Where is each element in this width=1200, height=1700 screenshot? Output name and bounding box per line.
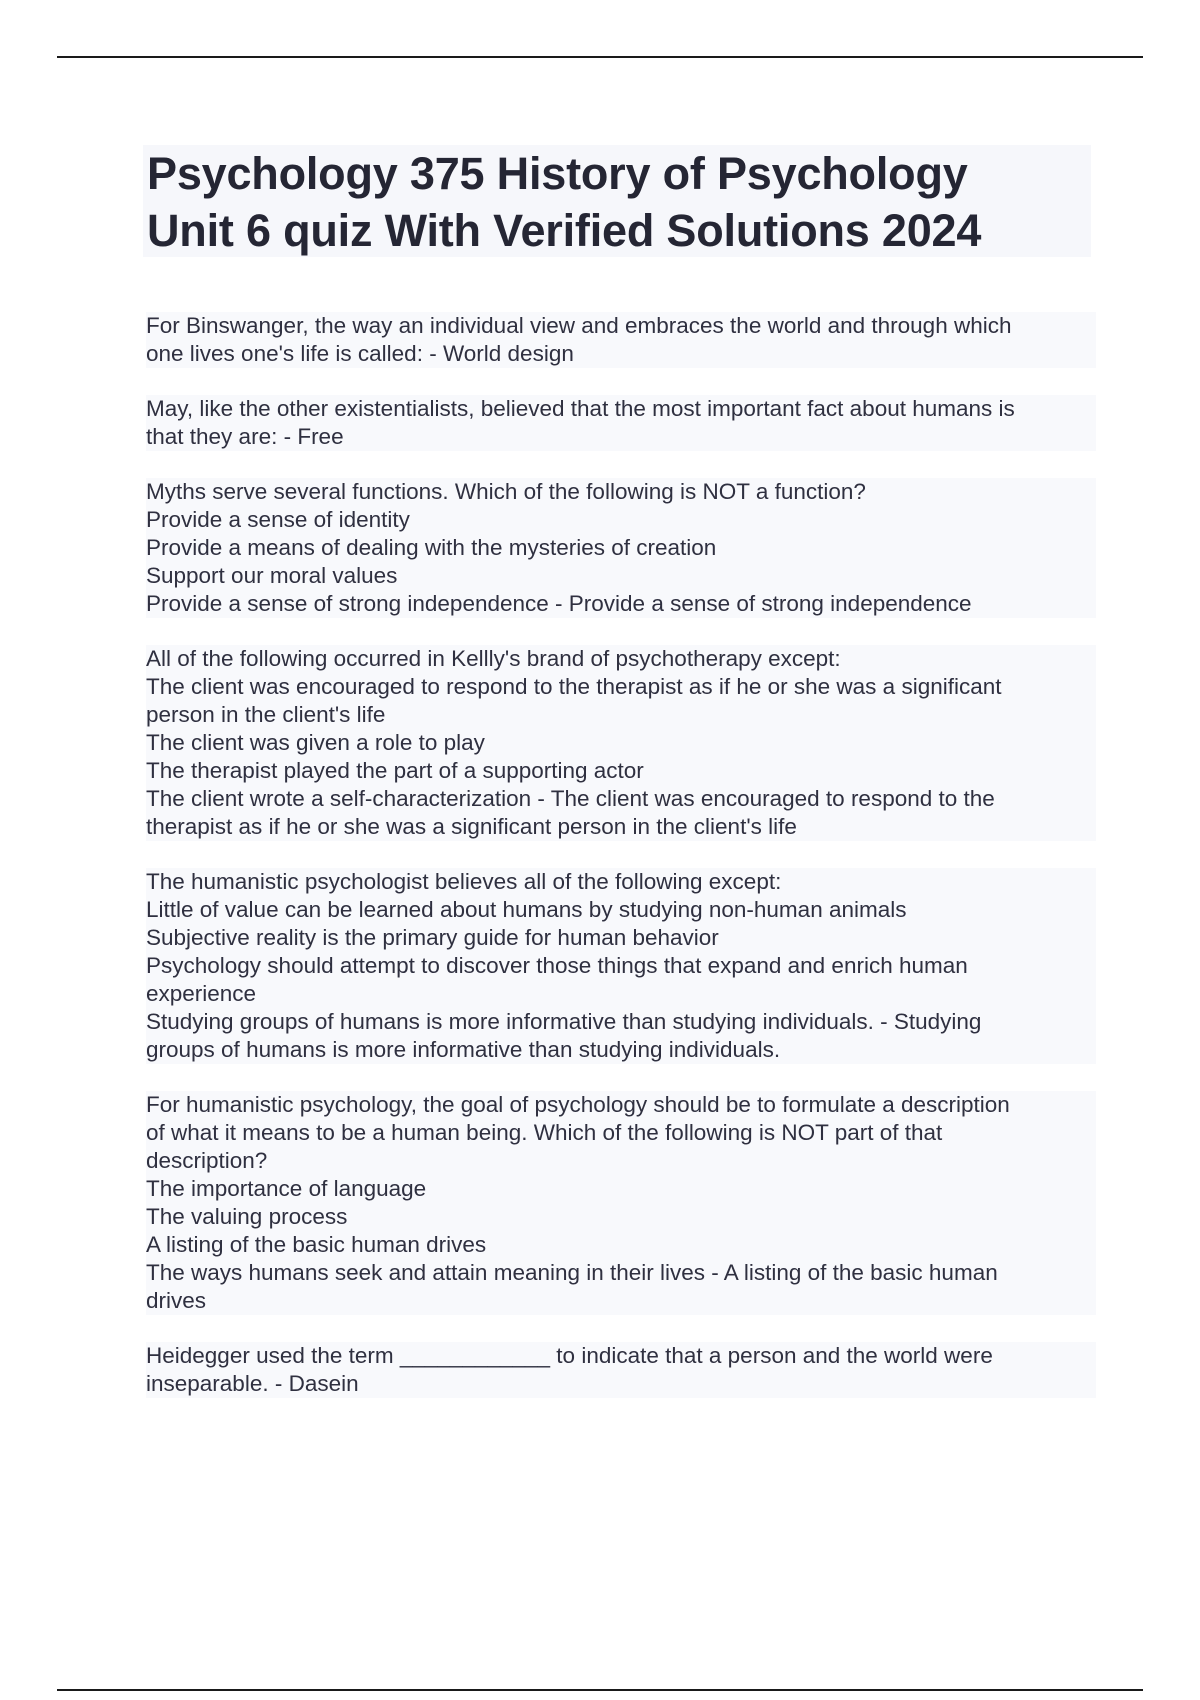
document-title xyxy=(143,145,1091,257)
question-item-6 xyxy=(146,1091,1096,1315)
question-line: May, like the other existentialists, believed that the most important fact about humans is xyxy=(146,395,1096,423)
question-line: The humanistic psychologist believes all of the following except: xyxy=(146,868,1096,896)
title-line-1: Psychology 375 History of Psychology xyxy=(147,148,968,199)
question-item-1 xyxy=(146,312,1096,368)
question-line: The importance of language xyxy=(146,1175,1096,1203)
question-line: drives xyxy=(146,1287,1096,1315)
question-line: inseparable. - Dasein xyxy=(146,1370,1096,1398)
question-item-7 xyxy=(146,1342,1096,1398)
question-line: For Binswanger, the way an individual view and embraces the world and through which xyxy=(146,312,1096,340)
question-line: Heidegger used the term ____________ to indicate that a person and the world were xyxy=(146,1342,1096,1370)
question-list xyxy=(146,312,1096,1425)
question-line: Little of value can be learned about humans by studying non-human animals xyxy=(146,896,1096,924)
question-item-4 xyxy=(146,645,1096,841)
question-line: The client was encouraged to respond to the therapist as if he or she was a significant xyxy=(146,673,1096,701)
top-rule xyxy=(57,56,1143,58)
question-line: Provide a sense of identity xyxy=(146,506,1096,534)
question-item-2 xyxy=(146,395,1096,451)
question-item-5 xyxy=(146,868,1096,1064)
question-line: one lives one's life is called: - World design xyxy=(146,340,1096,368)
question-line: Myths serve several functions. Which of the following is NOT a function? xyxy=(146,478,1096,506)
question-line: For humanistic psychology, the goal of psychology should be to formulate a description xyxy=(146,1091,1096,1119)
title-line-2: Unit 6 quiz With Verified Solutions 2024 xyxy=(147,205,982,256)
question-line: Provide a means of dealing with the mysteries of creation xyxy=(146,534,1096,562)
question-line: Support our moral values xyxy=(146,562,1096,590)
question-line: The client was given a role to play xyxy=(146,729,1096,757)
question-line: Studying groups of humans is more informative than studying individuals. - Studying xyxy=(146,1008,1096,1036)
question-line: description? xyxy=(146,1147,1096,1175)
question-line: Psychology should attempt to discover those things that expand and enrich human xyxy=(146,952,1096,980)
question-line: The therapist played the part of a supporting actor xyxy=(146,757,1096,785)
question-line: experience xyxy=(146,980,1096,1008)
question-line: A listing of the basic human drives xyxy=(146,1231,1096,1259)
question-line: therapist as if he or she was a significant person in the client's life xyxy=(146,813,1096,841)
question-line: Subjective reality is the primary guide for human behavior xyxy=(146,924,1096,952)
question-line: person in the client's life xyxy=(146,701,1096,729)
question-line: groups of humans is more informative than studying individuals. xyxy=(146,1036,1096,1064)
question-item-3 xyxy=(146,478,1096,618)
question-line: The valuing process xyxy=(146,1203,1096,1231)
question-line: All of the following occurred in Kellly's brand of psychotherapy except: xyxy=(146,645,1096,673)
question-line: Provide a sense of strong independence - Provide a sense of strong independence xyxy=(146,590,1096,618)
question-line: The client wrote a self-characterization - The client was encouraged to respond to the xyxy=(146,785,1096,813)
question-line: of what it means to be a human being. Which of the following is NOT part of that xyxy=(146,1119,1096,1147)
question-line: that they are: - Free xyxy=(146,423,1096,451)
bottom-rule xyxy=(57,1689,1143,1691)
question-line: The ways humans seek and attain meaning in their lives - A listing of the basic human xyxy=(146,1259,1096,1287)
